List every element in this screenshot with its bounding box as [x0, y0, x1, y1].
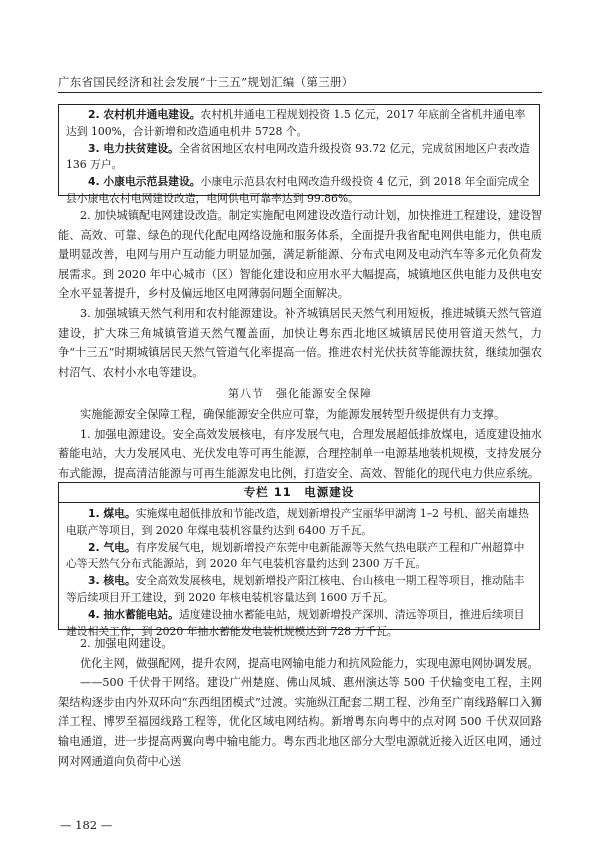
body-section-1 — [58, 206, 542, 483]
box-item: 3. 核电。安全高效发展核电，规划新增投产阳江核电、台山核电一期工程等项目，推动陆丰等后续项目开工建设，到 2020 年核电装机容量达到 1600 万千瓦。 — [66, 574, 525, 604]
box-item: 2. 气电。有序发展气电，规划新增投产东莞中电新能源等天然气热电联产工程和广州超算中心等天然气分布式能源站，到 2020 年气电装机容量约达到 2300 万千瓦。 — [66, 540, 525, 571]
paragraph: 1. 加强电源建设。安全高效发展核电，有序发展气电，合理发展超低排放煤电，适度建设抽水蓄能电站，大力发展风电、光伏发电等可再生能源，合理控制单一电源基地装机规模，支持发展分布式能源，提高清洁能源与可再生能源发电比例，打造安全、高效、智能化的现代电力供应系统。 — [58, 427, 542, 480]
body-section-2 — [58, 634, 542, 771]
running-header: 广东省国民经济和社会发展“十三五”规划汇编（第三册） — [58, 75, 354, 89]
paragraph: ——500 千伏骨干网络。建设广州楚庭、佛山凤城、惠州演达等 500 千伏输变电工程，主网架结构逐步由内外双环向“东西组团模式”过渡。实施纵江配套二期工程、沙角至广南线路解口入狮洋工程、博罗至福园线路工程等，优化区域电网结构。新增粤东向粤中的点对网 500 千伏双回路输电通道，进一步提高两翼向粤中输电能力。粤东西北地区部分大型电源就近接入近区电网，通过网对网通道向负荷中心送 — [58, 676, 542, 768]
box-title: 专栏 11 电源建设 — [59, 483, 539, 503]
paragraph: 实施能源安全保障工程，确保能源安全供应可靠，为能源发展转型升级提供有力支撑。 — [80, 407, 506, 421]
box-item: 4. 小康电示范县建设。小康电示范县农村电网改造升级投资 4 亿元，到 2018 年全面完成全县小康电农村电网建设改造，电网供电可靠率达到 99.86%。 — [66, 175, 530, 205]
paragraph: 优化主网，做强配网，提升农网，提高电网输电能力和抗风险能力，实现电源电网协调发展。 — [80, 656, 539, 670]
paragraph: 2. 加快城镇配电网建设改造。制定实施配电网建设改造行动计划，加快推进工程建设，建设智能、高效、可靠、绿色的现代化配电网络设施和服务体系，全面提升我省配电网供电能力，供电质量明显改善，电网与用户互动能力明显加强，满足新能源、分布式电网及电动汽车等多元化负荷发展需求。到 2020 年中心城市（区）智能化建设和应用水平大幅提高，城镇地区供电能力及供电安全水平显著提升，乡村及偏远地区电网薄弱问题全面解决。 — [58, 209, 542, 301]
paragraph: 3. 加强城镇天然气利用和农村能源建设。补齐城镇居民天然气利用短板，推进城镇天然气管道建设，扩大珠三角城镇管道天然气覆盖面，加快让粤东西北地区城镇居民使用管道天然气，力争“十三五”时期城镇居民天然气管道气化率提高一倍。推进农村光伏扶贫等能源扶贫，继续加强农村沼气、农村小水电等建设。 — [58, 306, 542, 379]
box-item: 1. 煤电。实施煤电超低排放和节能改造，规划新增投产宝丽华甲湖湾 1–2 号机、韶关南雄热电联产等项目，到 2020 年煤电装机容量约达到 6400 万千瓦。 — [66, 507, 529, 537]
box-item: 2. 农村机井通电建设。农村机井通电工程规划投资 1.5 亿元，2017 年底前全省机井通电率达到 100%，合计新增和改造通电机井 5728 个。 — [66, 108, 526, 138]
feature-box-power-sources — [58, 482, 540, 638]
section-title: 第八节 强化能源安全保障 — [228, 387, 372, 401]
feature-box-rural-grid — [58, 104, 540, 205]
paragraph: 2. 加强电网建设。 — [80, 637, 173, 650]
page-number: — 182 — — [60, 818, 113, 832]
box-item: 4. 抽水蓄能电站。适度建设抽水蓄能电站，规划新增投产深圳、清远等项目，推进后续项目建设相关工作，到 2020 年抽水蓄能发电装机规模达到 728 万千瓦。 — [66, 607, 525, 638]
header-rule — [58, 92, 542, 93]
box-item: 3. 电力扶贫建设。全省贫困地区农村电网改造升级投资 93.72 亿元，完成贫困地区户表改造 136 万户。 — [66, 141, 530, 172]
